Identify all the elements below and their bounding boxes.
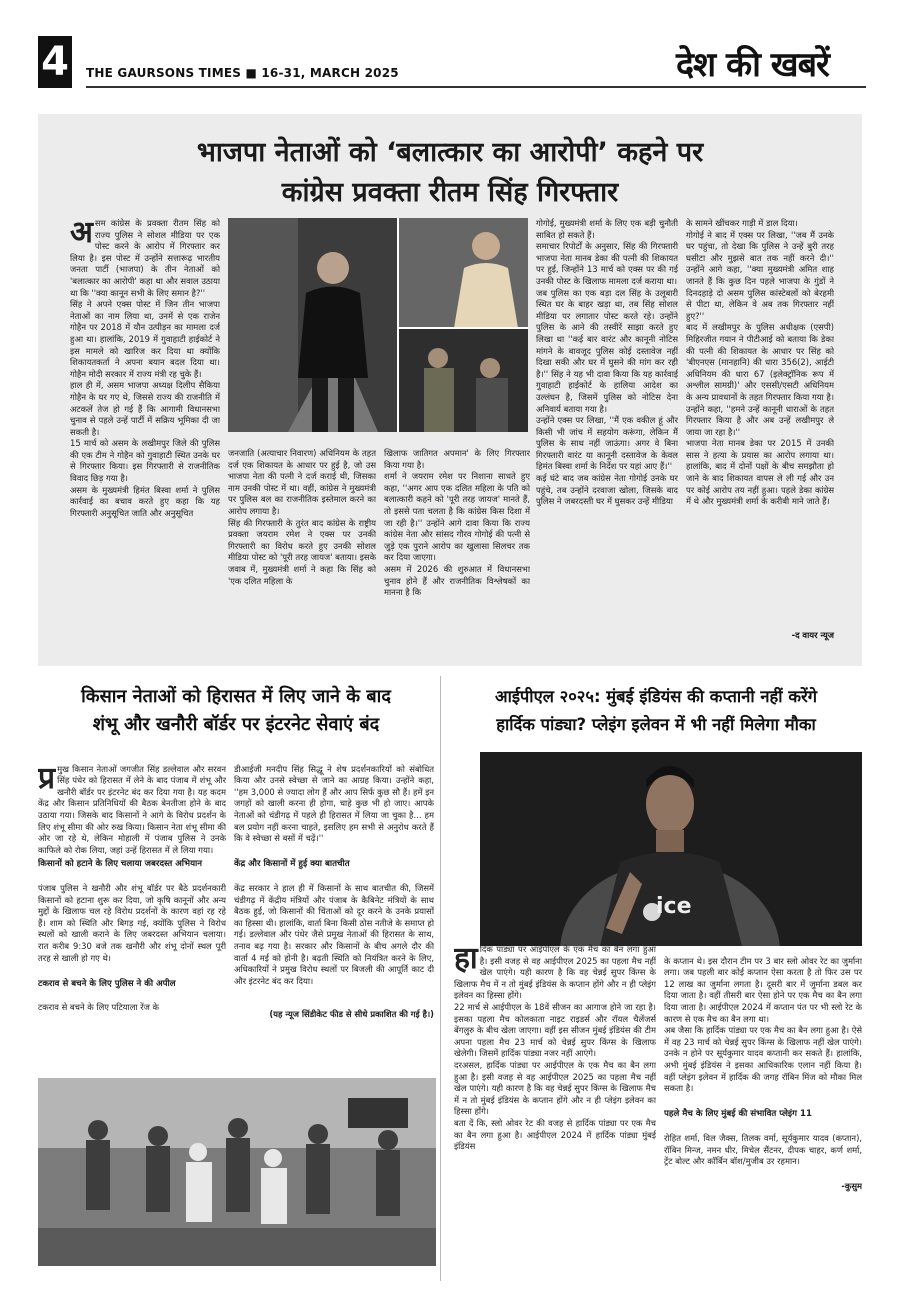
ipl-subhead: पहले मैच के लिए मुंबई की संभावित प्लेइंग 11 (664, 1109, 812, 1120)
arrest-photo-collage (228, 218, 528, 432)
farmers-subhead-2: टकराव से बचने के लिए पुलिस ने की अपील (38, 978, 176, 989)
ipl-headline-line2: हार्दिक पांड्या? प्लेइंग इलेवन में भी नहीं मिलेगा मौका (496, 715, 816, 734)
hardik-pandya-photo (480, 752, 862, 946)
column-text: मुख किसान नेताओं जगजीत सिंह डल्लेवाल और सरवन सिंह पंधेर को हिरासत में लेने के बाद पंजाब में शंभू और खनौरी बॉर्डर पर इंटरनेट बंद कर दिया गया है। यह कदम केंद्र और किसान प्रतिनिधियों की बैठक बेनतीजा होने के बाद उठाया गया। जिसके बाद किसानों ने आगे के विरोध प्रदर्शन के लिए शंभू सीमा की ओर रुख किया। किसान नेता शंभू सीमा की ओर जा रहे थे, लेकिन मोहाली में पंजाब पुलिस ने उनके काफिले को रोक लिया, जहां उन्हें हिरासत में ले लिया गया। (38, 763, 226, 855)
top-story-credit: -द वायर न्यूज (791, 630, 834, 640)
drop-cap: अ (70, 218, 93, 250)
ipl-column-2 (664, 944, 862, 1264)
column-text: रोहित शर्मा, विल जैक्स, तिलक वर्मा, सूर्यकुमार यादव (कप्तान), रॉबिन मिन्ज, नमन धीर, मिचेल सैंटनर, दीपक चाहर, कर्ण शर्मा, ट्रेंट बोल्ट और कॉर्बिन बॉश/मुजीब उर रहमान। (664, 1132, 862, 1167)
jersey-sponsor-text: ice (656, 894, 692, 919)
ipl-credit: -कुसुम (841, 1181, 862, 1192)
farmers-column-2 (234, 752, 434, 1070)
column-divider (440, 676, 441, 1281)
drop-cap: हा (454, 944, 478, 976)
top-story-column-5: के सामने खींचकर गाड़ी में डाल दिया। गोगोई ने बाद में एक्स पर लिखा, ''जब मैं उनके घर पहुंचा, तो देखा कि पुलिस ने उन्हें बुरी तरह घसीटा और मुझसे बात तक नहीं करने दी।'' उन्होंने आगे कहा, ''क्या मुख्यमंत्री अमित शाह जानते हैं कि कुछ दिन पहले भाजपा के गुंडों ने दिनदहाड़े दो असम पुलिस कांस्टेबलों को बेरहमी से पीटा था, लेकिन वे अब तक गिरफ्तार नहीं हुए?'' बाद में लखीमपुर के पुलिस अधीक्षक (एसपी) मिहिरजीत गयान ने पीटीआई को बताया कि डेका की पत्नी की शिकायत के आधार पर सिंह को 'बीएनएस (मानहानि) की धारा 356(2), आईटी अधिनियम की धारा 67 (इलेक्ट्रॉनिक रूप में अश्लील सामग्री)' और एससी/एसटी अधिनियम के अन्य प्रावधानों के तहत गिरफ्तार किया गया है। उन्होंने कहा, ''हमने उन्हें कानूनी धाराओं के तहत गिरफ्तार किया है और अब उन्हें लखीमपुर ले जाया जा रहा है।'' भाजपा नेता मानब डेका पर 2015 में उनकी सास ने हत्या के प्रयास का आरोप लगाया था। हालांकि, बाद में दोनों पक्षों के बीच समझौता हो जाने के बाद शिकायत वापस ले ली गई और उन पर कोई आरोप तय नहीं हुआ। पहले डेका कांग्रेस में थे और मुख्यमंत्री शर्मा के करीबी माने जाते हैं। (686, 218, 834, 507)
column-text: के कप्तान थे। इस दौरान टीम पर 3 बार स्लो ओवर रेट का जुर्माना लगा। जब पहली बार कोई कप्तान ऐसा करता है तो फिर उस पर 12 लाख का जुर्माना लगता है। दूसरी बार में जुर्माना डबल कर दिया जाता है। वहीं तीसरी बार ऐसा होने पर एक मैच का बैन लगा दिया जाता है। आईपीएल 2024 में कप्तान पंत पर भी स्लो रेट के कारण से एक मैच का बैन लगा था। अब जैसा कि हार्दिक पांड्या पर एक मैच का बैन लगा हुआ है। ऐसे में वह 23 मार्च को चेन्नई सुपर किंग्स के खिलाफ नहीं खेल पाएंगे। उनके न होने पर सूर्यकुमार यादव कप्तानी कर सकते हैं। हालांकि, अभी मुंबई इंडियंस ने इसका आधिकारिक एलान नहीं किया है। वहीं प्लेइंग इलेवन में हार्दिक की जगह रॉबिन मिंज को मौका मिल सकता है। (664, 955, 862, 1094)
section-title: देश की खबरें (676, 45, 829, 85)
column-text: पंजाब पुलिस ने खनौरी और शंभू बॉर्डर पर बैठे प्रदर्शनकारी किसानों को हटाना शुरू कर दिया, जो कृषि कानूनों और अन्य मुद्दों के खिलाफ चल रहे विरोध प्रदर्शनों के कारण वहां रह रहे हैं। शाम को स्थिति और बिगड़ गई, क्योंकि पुलिस ने विरोध स्थलों को खाली कराने के लिए जबरदस्त अभियान चलाया। रात करीब 9:30 बजे तक खनौरी और शंभू दोनों स्थल पूरी तरह से खाली हो गए थे। (38, 882, 226, 963)
top-story-column-1 (70, 218, 220, 646)
farmers-credit: (यह न्यूज सिंडीकेट फीड से सीधे प्रकाशित की गई है।) (269, 1008, 434, 1019)
ipl-headline-line1: आईपीएल २०२५: मुंबई इंडियंस की कप्तानी नहीं करेंगे (494, 687, 818, 706)
column-text: केंद्र सरकार ने हाल ही में किसानों के साथ बातचीत की, जिसमें चंडीगढ़ में केंद्रीय मंत्रियों और पंजाब के कैबिनेट मंत्रियों के साथ बैठक हुई, जो किसानों की चिंताओं को दूर करने के उनके प्रयासों का हिस्सा थी। हालांकि, वार्ता बिना किसी ठोस नतीजे के समाप्त हो गई। डल्लेवाल और पंधेर जैसे प्रमुख नेताओं की हिरासत के साथ, तनाव बढ़ गया है। सरकार और किसानों के बीच अगले दौर की वार्ता 4 मई को होनी है। बढ़ती स्थिति को नियंत्रित करने के लिए, अधिकारियों ने प्रमुख विरोध स्थलों पर बिजली की आपूर्ति काट दी और इंटरनेट बंद कर दिया। (234, 882, 434, 986)
drop-cap: प्र (38, 760, 56, 796)
top-story-column-4: गोगोई, मुख्यमंत्री शर्मा के लिए एक बड़ी चुनौती साबित हो सकते हैं। समाचार रिपोर्टों के अनुसार, सिंह की गिरफ्तारी भाजपा नेता मानब डेका की पत्नी की शिकायत पर हुई, जिन्होंने 13 मार्च को एक्स पर की गई उनकी पोस्ट के खिलाफ मामला दर्ज कराया था। जब पुलिस का एक बड़ा दल सिंह के उलूबारी स्थित घर के बाहर खड़ा था, तब सिंह सोशल मीडिया पर लगातार पोस्ट करते रहे। उन्होंने पुलिस के आने की तस्वीरें साझा करते हुए लिखा था ''कई बार वारंट और कानूनी नोटिस मांगने के बावजूद पुलिस कोई दस्तावेज नहीं दिखा सकी और घर में घुसने की मांग कर रही है।'' सिंह ने यह भी दावा किया कि यह कार्रवाई गुवाहाटी हाईकोर्ट के हालिया आदेश का उल्लंघन है, जिसमें पुलिस को नोटिस देना अनिवार्य बताया गया है। उन्होंने एक्स पर लिखा, ''मैं एक वकील हूं और किसी भी जांच में सहयोग करूंगा, लेकिन मैं पुलिस के साथ नहीं जाऊंगा। अगर वे बिना गिरफ्तारी वारंट या कानूनी दस्तावेज के केवल हिमंत बिस्वा शर्मा के निर्देश पर यहां आए हैं।'' कई घंटे बाद जब कांग्रेस नेता गोगोई उनके घर पहुंचे, तब उन्होंने दरवाजा खोला, जिसके बाद पुलिस ने जबरदस्ती घर में घुसकर उन्हें मीडिया (536, 218, 678, 507)
column-text: डीआईजी मनदीप सिंह सिद्धू ने शेष प्रदर्शनकारियों को संबोधित किया और उनसे स्वेच्छा से जाने का आग्रह किया। उन्होंने कहा, ''हम 3,000 से ज्यादा लोग हैं और आप सिर्फ कुछ सौ हैं। हमें इन जगहों को खाली करना ही होगा, चाहे कुछ भी हो जाए। आपके नेताओं को चंडीगढ़ में पहले ही हिरासत में लिया जा चुका है... हम बल प्रयोग नहीं करना चाहते, इसलिए हम सभी से अनुरोध करते हैं कि वे स्वेच्छा से बसों में चढ़ें।'' (234, 763, 434, 844)
column-text: सम कांग्रेस के प्रवक्ता रीतम सिंह को राज्य पुलिस ने सोशल मीडिया पर एक पोस्ट करने के आरोप में गिरफ्तार कर लिया है। इस पोस्ट में उन्होंने सत्तारूढ़ भारतीय जनता पार्टी (भाजपा) के तीन नेताओं को 'बलात्कार का आरोपी' कहा था और सवाल उठाया था कि ''क्या कानून सभी के लिए समान है?'' सिंह ने अपने एक्स पोस्ट में जिन तीन भाजपा नेताओं का नाम लिया था, उनमें से एक राजेन गोहैन पर 2018 में यौन उत्पीड़न का मामला दर्ज हुआ था। हालांकि, 2019 में गुवाहाटी हाईकोर्ट ने इस मामले को खारिज कर दिया था क्योंकि शिकायतकर्ता ने अपना बयान बदल दिया था। गोहैन मोदी सरकार में राज्य मंत्री रह चुके हैं। हाल ही में, असम भाजपा अध्यक्ष दिलीप सैकिया गोहैन के घर गए थे, जिससे राज्य की राजनीति में अटकलें तेज हो गई हैं कि आगामी विधानसभा चुनाव से पहले उन्हें पार्टी में सक्रिय भूमिका दी जा सकती है। 15 मार्च को असम के लखीमपुर जिले की पुलिस की एक टीम ने गोहैन को गुवाहाटी स्थित उनके घर से गिरफ्तार किया। इस गिरफ्तारी से राजनीतिक विवाद छिड़ गया है। असम के मुख्यमंत्री हिमंत बिस्वा शर्मा ने पुलिस कार्रवाई का बचाव करते हुए कहा कि यह गिरफ्तारी अनुसूचित जाति और अनुसूचित (70, 218, 220, 518)
top-story-headline-line1: भाजपा नेताओं को ‘बलात्कार का आरोपी’ कहने पर (196, 137, 704, 168)
column-text: र्दिक पांड्या पर आईपीएल के एक मैच का बैन लगा हुआ है। इसी वजह से वह आईपीएल 2025 का पहला मैच नहीं खेल पाएंगे। यही कारण है कि वह चेन्नई सुपर किंग्स के खिलाफ मैच में न तो मुंबई इंडियंस के कप्तान होंगे और न ही प्लेइंग इलेवन का हिस्सा होंगे। 22 मार्च से आईपीएल के 18वें सीजन का आगाज होने जा रहा है। इसका पहला मैच कोलकाता नाइट राइडर्स और रॉयल चैलेंजर्स बेंगलुरु के बीच खेला जाएगा। वहीं इस सीजन मुंबई इंडियंस की टीम अपना पहला मैच 23 मार्च को चेन्नई सुपर किंग्स के खिलाफ खेलेगी। जिसमें हार्दिक पांड्या नजर नहीं आएंगे। दरअसल, हार्दिक पांड्या पर आईपीएल के एक मैच का बैन लगा हुआ है। इसी वजह से वह आईपीएल 2025 का पहला मैच नहीं खेल पाएंगे। यही कारण है कि वह चेन्नई सुपर किंग्स के खिलाफ मैच में न तो मुंबई इंडियंस के कप्तान होंगे और न ही प्लेइंग इलेवन का हिस्सा होंगे। बता दें कि, स्लो ओवर रेट की वजह से हार्दिक पांड्या पर एक मैच का बैन लगा हुआ है। आईपीएल 2024 में हार्दिक पांड्या मुंबई इंडियंस (454, 944, 656, 1152)
top-story-column-2: जनजाति (अत्याचार निवारण) अधिनियम के तहत दर्ज एक शिकायत के आधार पर हुई है, जो उस भाजपा नेता की पत्नी ने दर्ज कराई थी, जिसका नाम उनकी पोस्ट में था। वहीं, कांग्रेस ने मुख्यमंत्री पर पुलिस बल का राजनीतिक इस्तेमाल करने का आरोप लगाया है। सिंह की गिरफ्तारी के तुरंत बाद कांग्रेस के राष्ट्रीय प्रवक्ता जयराम रमेश ने एक्स पर उनकी गिरफ्तारी का विरोध करते हुए उनकी सोशल मीडिया पोस्ट को 'पूरी तरह जायज' बताया। इसके जवाब में, मुख्यमंत्री शर्मा ने कहा कि सिंह को 'एक दलित महिला के (228, 448, 376, 586)
farmers-subhead-3: केंद्र और किसानों में हुई क्या बातचीत (234, 859, 350, 870)
protest-photo-image (38, 1078, 436, 1266)
ipl-column-1 (454, 944, 656, 1264)
border-protest-photo (38, 1078, 436, 1266)
publication-date-line: THE GAURSONS TIMES ■ 16-31, MARCH 2025 (86, 66, 399, 80)
farmers-headline-line1: किसान नेताओं को हिरासत में लिए जाने के बाद (81, 686, 391, 707)
farmers-subhead-1: किसानों को हटाने के लिए चलाया जबरदस्त अभियान (38, 859, 203, 870)
farmers-column-1 (38, 752, 226, 1070)
header-rule (86, 86, 866, 88)
top-story-headline-line2: कांग्रेस प्रवक्ता रीतम सिंह गिरफ्तार (281, 177, 619, 208)
column-text: टकराव से बचने के लिए पटियाला रेंज के (38, 1002, 159, 1013)
arrest-photo-image (228, 218, 528, 432)
page-number: 4 (38, 36, 72, 88)
farmers-headline-line2: शंभू और खनौरी बॉर्डर पर इंटरनेट सेवाएं बंद (92, 714, 380, 735)
top-story-column-3: खिलाफ जातिगत अपमान' के लिए गिरफ्तार किया गया है। शर्मा ने जयराम रमेश पर निशाना साधते हुए कहा, ''अगर आप एक दलित महिला के पति को बलात्कारी कहने को 'पूरी तरह जायज' मानते हैं, तो इससे पता चलता है कि कांग्रेस किस दिशा में जा रही है।'' उन्होंने आगे दावा किया कि राज्य कांग्रेस नेता और सांसद गौरव गोगोई की पत्नी से जुड़े एक पुराने आरोप का खुलासा सिलचर तक कर दिया जाएगा। असम में 2026 की शुरुआत में विधानसभा चुनाव होने हैं और राजनीतिक विश्लेषकों का मानना है कि (384, 448, 530, 598)
